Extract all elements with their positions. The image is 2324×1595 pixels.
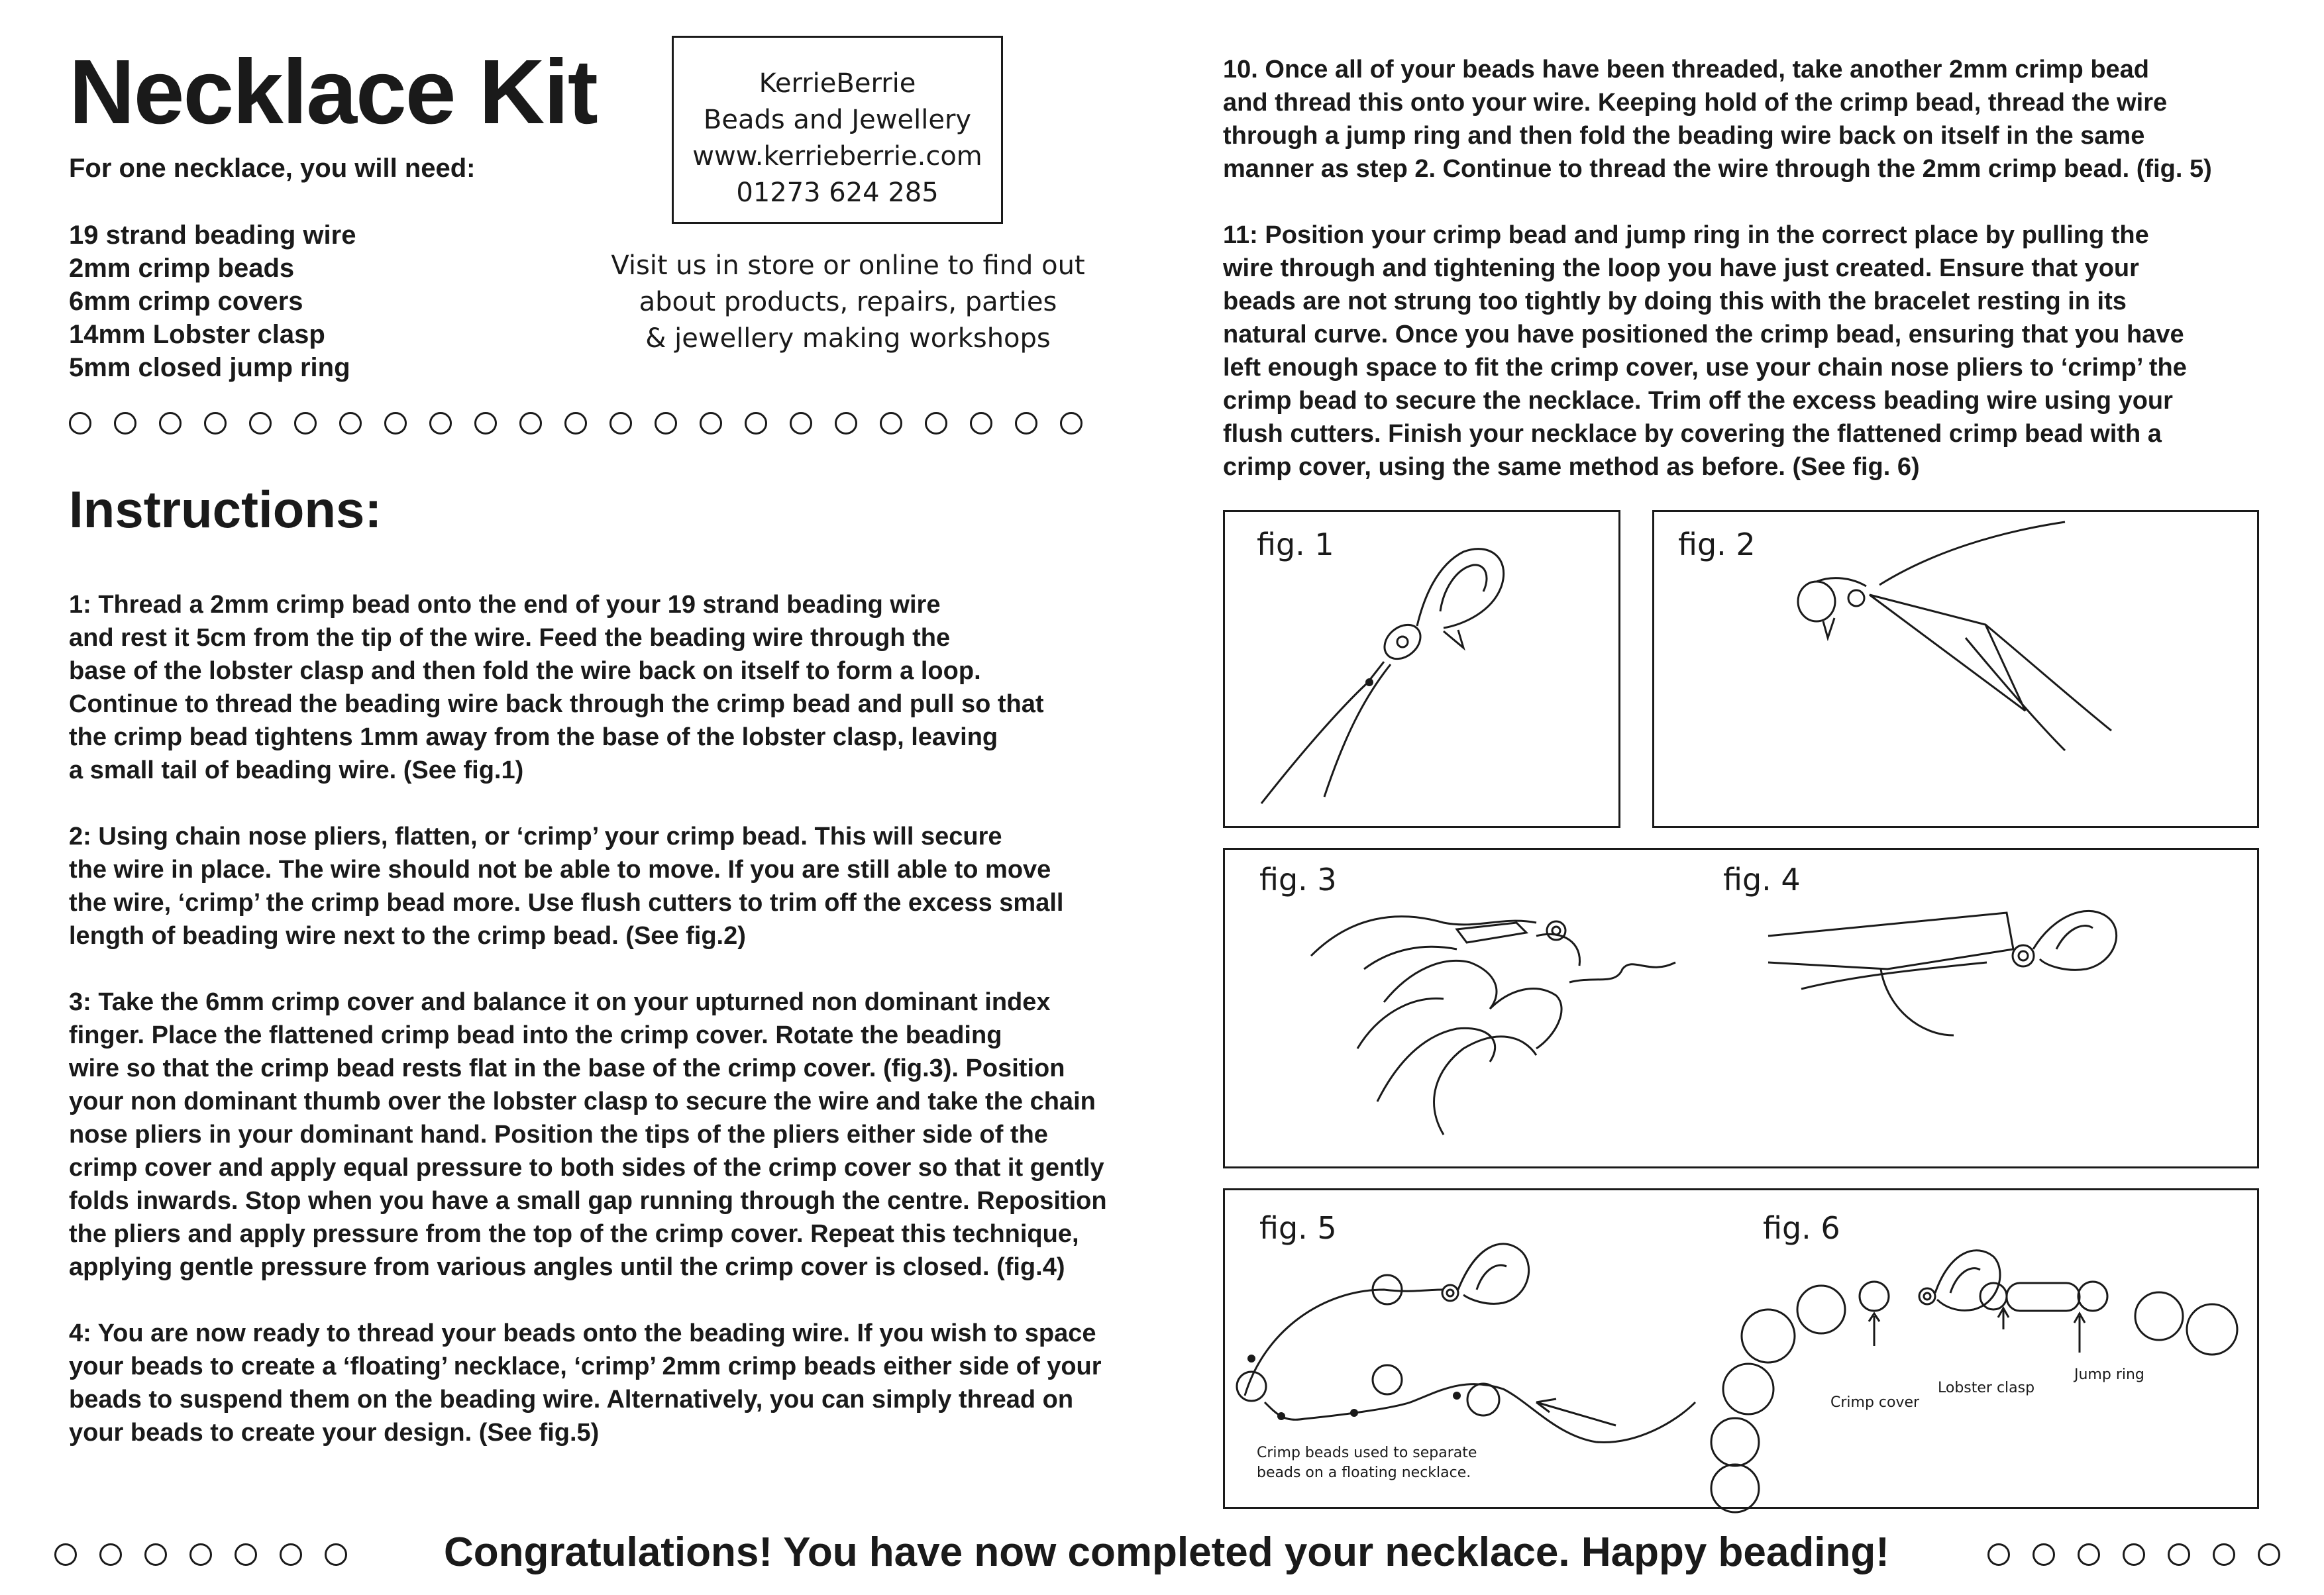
figure-label: fig. 2 <box>1678 527 1756 562</box>
step-line: 1: Thread a 2mm crimp bead onto the end of your 19 strand beading wire <box>69 591 941 619</box>
shop-website: www.kerrieberrie.com <box>692 141 982 172</box>
page-title: Necklace Kit <box>69 41 597 143</box>
step-line: wire so that the crimp bead rests flat in the base of the crimp cover. (fig.3). Position <box>69 1055 1065 1082</box>
visit-line: & jewellery making workshops <box>645 323 1051 354</box>
step-line: 2: Using chain nose pliers, flatten, or ‘crimp’ your crimp bead. This will secure <box>69 823 1002 850</box>
bead-dot-icon <box>1060 412 1083 435</box>
crimping-pliers-illustration <box>1654 512 2261 830</box>
step-1 <box>69 588 1222 787</box>
step-line: base of the lobster clasp and then fold the wire back on itself to form a loop. <box>69 657 981 685</box>
step-line: crimp bead to secure the necklace. Trim off the excess beading wire using your <box>1223 387 2173 415</box>
step-line: applying gentle pressure from various angles until the crimp cover is closed. (fig.4) <box>69 1253 1065 1281</box>
bead-divider-top <box>69 412 1083 435</box>
bead-dot-icon <box>880 412 902 435</box>
step-line: natural curve. Once you have positioned the crimp bead, ensuring that you have <box>1223 321 2184 348</box>
step-line: folds inwards. Stop when you have a small gap running through the centre. Reposition <box>69 1187 1107 1215</box>
step-line: manner as step 2. Continue to thread the wire through the 2mm crimp bead. (fig. 5) <box>1223 155 2212 183</box>
step-line: beads are not strung too tightly by doing this with the bracelet resting in its <box>1223 287 2127 315</box>
bead-dot-icon <box>249 412 272 435</box>
figure-3-4 <box>1223 848 2259 1168</box>
bead-dot-icon <box>609 412 632 435</box>
materials-subheading: For one necklace, you will need: <box>69 154 476 183</box>
step-2 <box>69 820 1222 952</box>
bead-dot-icon <box>700 412 722 435</box>
lobster-clasp-label: Lobster clasp <box>1938 1380 2035 1396</box>
shop-info-box <box>672 36 1003 224</box>
shop-name: KerrieBerrie <box>759 68 916 99</box>
bead-dot-icon <box>925 412 947 435</box>
bead-dot-icon <box>745 412 767 435</box>
figure-label: fig. 1 <box>1257 527 1334 562</box>
figure-label: fig. 3 <box>1259 862 1337 898</box>
bead-dot-icon <box>339 412 362 435</box>
bead-dot-icon <box>2168 1543 2190 1566</box>
crimp-cover-label: Crimp cover <box>1830 1394 1920 1411</box>
material-item: 6mm crimp covers <box>69 287 303 316</box>
bead-dot-icon <box>835 412 857 435</box>
bead-dot-icon <box>2258 1543 2280 1566</box>
bead-dot-icon <box>564 412 587 435</box>
step-11 <box>1223 219 2323 484</box>
bead-dot-icon <box>325 1543 347 1566</box>
caption-line: Crimp beads used to separate <box>1257 1445 1477 1461</box>
step-line: finger. Place the flattened crimp bead into the crimp cover. Rotate the beading <box>69 1021 1002 1049</box>
material-item: 5mm closed jump ring <box>69 353 350 382</box>
shop-phone: 01273 624 285 <box>736 178 939 208</box>
step-line: through a jump ring and then fold the beading wire back on itself in the same <box>1223 122 2145 150</box>
jump-ring-label: Jump ring <box>2074 1366 2144 1383</box>
visit-line: about products, repairs, parties <box>639 287 1057 317</box>
step-line: the wire in place. The wire should not be able to move. If you are still able to move <box>69 856 1051 884</box>
bead-dot-icon <box>429 412 452 435</box>
figure-label: fig. 4 <box>1723 862 1801 898</box>
bead-dot-icon <box>235 1543 257 1566</box>
lobster-clasp-wire-illustration <box>1225 512 1622 830</box>
step-line: a small tail of beading wire. (See fig.1) <box>69 756 524 784</box>
visit-message <box>596 248 1100 357</box>
materials-list <box>69 219 356 384</box>
step-line: the crimp bead tightens 1mm away from the base of the lobster clasp, leaving <box>69 723 998 751</box>
step-line: 4: You are now ready to thread your beads onto the beading wire. If you wish to space <box>69 1319 1096 1347</box>
step-line: flush cutters. Finish your necklace by covering the flattened crimp bead with a <box>1223 420 2162 448</box>
bead-dot-icon <box>204 412 227 435</box>
step-10 <box>1223 53 2323 185</box>
bead-divider-bottom-right <box>1987 1543 2280 1566</box>
step-line: 3: Take the 6mm crimp cover and balance it on your upturned non dominant index <box>69 988 1051 1016</box>
step-line: crimp cover, using the same method as before. (See fig. 6) <box>1223 453 1920 481</box>
step-line: Continue to thread the beading wire back through the crimp bead and pull so that <box>69 690 1044 718</box>
step-3 <box>69 986 1222 1284</box>
step-line: 10. Once all of your beads have been threaded, take another 2mm crimp bead <box>1223 56 2150 83</box>
figure-1 <box>1223 510 1620 828</box>
bead-dot-icon <box>1987 1543 2010 1566</box>
visit-line: Visit us in store or online to find out <box>611 250 1085 281</box>
instructions-heading: Instructions: <box>69 480 382 539</box>
hand-crimp-cover-illustration <box>1225 850 2261 1170</box>
bead-dot-icon <box>54 1543 77 1566</box>
bead-dot-icon <box>970 412 992 435</box>
shop-tagline: Beads and Jewellery <box>703 105 972 135</box>
step-line: beads to suspend them on the beading wire. Alternatively, you can simply thread on <box>69 1386 1074 1414</box>
bead-dot-icon <box>2078 1543 2100 1566</box>
material-item: 2mm crimp beads <box>69 254 295 283</box>
step-line: left enough space to fit the crimp cover, use your chain nose pliers to ‘crimp’ the <box>1223 354 2187 382</box>
bead-dot-icon <box>159 412 182 435</box>
bead-dot-icon <box>655 412 677 435</box>
fig5-caption <box>1257 1443 1477 1483</box>
caption-line: beads on a floating necklace. <box>1257 1465 1471 1481</box>
bead-dot-icon <box>474 412 497 435</box>
bead-dot-icon <box>69 412 91 435</box>
step-line: nose pliers in your dominant hand. Position the tips of the pliers either side of the <box>69 1121 1048 1149</box>
step-line: the pliers and apply pressure from the top of the crimp cover. Repeat this technique, <box>69 1220 1079 1248</box>
bead-divider-bottom-left <box>54 1543 347 1566</box>
material-item: 19 strand beading wire <box>69 221 356 250</box>
step-4 <box>69 1317 1222 1449</box>
step-line: your non dominant thumb over the lobster clasp to secure the wire and take the chain <box>69 1088 1096 1115</box>
completion-message: Congratulations! You have now completed your necklace. Happy beading! <box>444 1529 1889 1575</box>
material-item: 14mm Lobster clasp <box>69 320 325 349</box>
bead-dot-icon <box>144 1543 167 1566</box>
bead-dot-icon <box>790 412 812 435</box>
bead-dot-icon <box>280 1543 302 1566</box>
step-line: your beads to create your design. (See fig.5) <box>69 1419 600 1447</box>
step-line: wire through and tightening the loop you have just created. Ensure that your <box>1223 254 2139 282</box>
bead-dot-icon <box>294 412 317 435</box>
bead-dot-icon <box>189 1543 212 1566</box>
bead-dot-icon <box>99 1543 122 1566</box>
figure-5-6 <box>1223 1188 2259 1509</box>
step-line: and rest it 5cm from the tip of the wire. Feed the beading wire through the <box>69 624 951 652</box>
bead-dot-icon <box>2123 1543 2145 1566</box>
bead-dot-icon <box>2213 1543 2235 1566</box>
step-line: crimp cover and apply equal pressure to both sides of the crimp cover so that it gently <box>69 1154 1104 1182</box>
figure-label: fig. 5 <box>1259 1210 1337 1246</box>
step-line: the wire, ‘crimp’ the crimp bead more. Use flush cutters to trim off the excess small <box>69 889 1064 917</box>
bead-dot-icon <box>1015 412 1037 435</box>
step-line: your beads to create a ‘floating’ necklace, ‘crimp’ 2mm crimp beads either side of your <box>69 1353 1102 1380</box>
bead-dot-icon <box>519 412 542 435</box>
step-line: length of beading wire next to the crimp bead. (See fig.2) <box>69 922 746 950</box>
bead-dot-icon <box>114 412 136 435</box>
step-line: 11: Position your crimp bead and jump ring in the correct place by pulling the <box>1223 221 2149 249</box>
figure-2 <box>1652 510 2259 828</box>
step-line: and thread this onto your wire. Keeping hold of the crimp bead, thread the wire <box>1223 89 2168 117</box>
bead-dot-icon <box>384 412 407 435</box>
figure-label: fig. 6 <box>1763 1210 1840 1246</box>
bead-dot-icon <box>2033 1543 2055 1566</box>
